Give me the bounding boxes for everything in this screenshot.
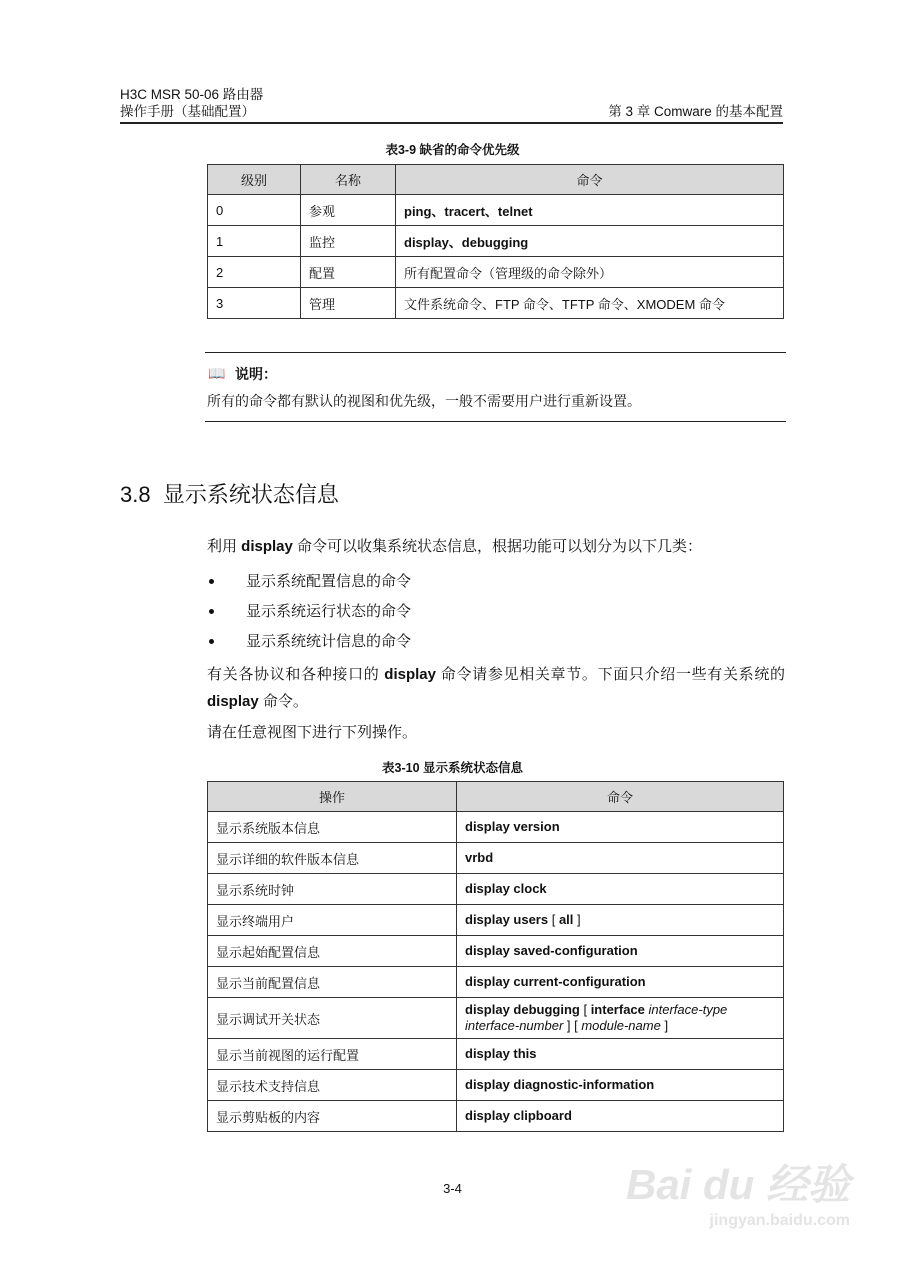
command-cell — [457, 905, 784, 936]
text-run: display users — [465, 912, 549, 927]
bullet-icon — [209, 609, 214, 614]
command-cell — [457, 1101, 784, 1132]
col-header: 名称 — [301, 165, 396, 195]
command-cell — [457, 1070, 784, 1101]
operation-cell: 显示当前配置信息 — [208, 967, 457, 998]
text-run: display — [241, 538, 293, 555]
note-title: 说明： — [235, 366, 277, 382]
priority-table — [207, 164, 784, 319]
text-run: 命令请参见相关章节。下面只介绍一些有关系统的 — [435, 666, 786, 683]
level-cell: 3 — [208, 288, 301, 319]
text-run: ] — [660, 1018, 669, 1033]
name-cell: 监控 — [301, 226, 396, 257]
text-run: interface-type interface-number — [465, 1002, 728, 1033]
col-header: 操作 — [208, 782, 457, 812]
level-cell: 2 — [208, 257, 301, 288]
table-row — [208, 967, 784, 998]
command-cell — [457, 936, 784, 967]
table-row — [208, 195, 784, 226]
table-row — [208, 226, 784, 257]
bullet-item: 显示系统运行状态的命令 — [246, 603, 412, 620]
text-run: display clipboard — [465, 1108, 572, 1123]
command-cell — [457, 967, 784, 998]
header-rule — [120, 122, 783, 124]
text-run: display saved-configuration — [465, 943, 638, 958]
watermark — [626, 1152, 850, 1230]
name-cell: 配置 — [301, 257, 396, 288]
text-run: interface — [590, 1002, 645, 1017]
text-run: display — [384, 666, 436, 683]
table-row — [208, 843, 784, 874]
operation-cell: 显示剪贴板的内容 — [208, 1101, 457, 1132]
text-run: 命令可以收集系统状态信息，根据功能可以划分为以下几类： — [292, 538, 703, 555]
header-chapter: 第 3 章 Comware 的基本配置 — [608, 104, 783, 119]
text-run: display、debugging — [404, 234, 529, 250]
note-box — [205, 352, 786, 422]
bullet-item: 显示系统配置信息的命令 — [246, 573, 412, 590]
table-row — [208, 936, 784, 967]
command-cell — [457, 874, 784, 905]
command-cell — [396, 195, 784, 226]
command-cell — [396, 288, 784, 319]
display-commands-table — [207, 781, 784, 1132]
text-run: 命令。 — [258, 693, 308, 710]
text-run: display clock — [465, 881, 547, 896]
operation-cell: 显示详细的软件版本信息 — [208, 843, 457, 874]
text-run: [ — [548, 912, 559, 927]
note-text: 所有的命令都有默认的视图和优先级，一般不需要用户进行重新设置。 — [207, 394, 641, 410]
section-title: 显示系统状态信息 — [162, 482, 339, 507]
paragraph-operation: 请在任意视图下进行下列操作。 — [207, 724, 418, 741]
text-run: 有关各协议和各种接口的 — [207, 666, 385, 683]
table-row — [208, 1039, 784, 1070]
command-cell — [457, 1039, 784, 1070]
operation-cell: 显示终端用户 — [208, 905, 457, 936]
table-row — [208, 905, 784, 936]
header-product: H3C MSR 50-06 路由器 — [120, 87, 264, 102]
table-row — [208, 288, 784, 319]
text-run: display — [207, 693, 259, 710]
table-row — [208, 1070, 784, 1101]
text-run: 所有配置命令（管理级的命令除外） — [404, 265, 613, 281]
text-run: ] [ — [563, 1018, 582, 1033]
name-cell: 管理 — [301, 288, 396, 319]
name-cell: 参观 — [301, 195, 396, 226]
text-run: display current-configuration — [465, 974, 646, 989]
table1-caption: 表3-9 缺省的命令优先级 — [385, 143, 520, 157]
operation-cell: 显示技术支持信息 — [208, 1070, 457, 1101]
paragraph-display-reference — [207, 661, 785, 715]
level-cell: 0 — [208, 195, 301, 226]
text-run: 文件系统命令、FTP 命令、TFTP 命令、XMODEM 命令 — [404, 296, 725, 312]
command-cell — [457, 843, 784, 874]
text-run: all — [558, 912, 574, 927]
text-run: display this — [465, 1046, 537, 1061]
intro-paragraph — [207, 535, 702, 556]
col-header: 命令 — [457, 782, 784, 812]
command-cell — [396, 257, 784, 288]
text-run: vrbd — [465, 850, 494, 865]
text-run: ping、tracert、telnet — [404, 203, 533, 219]
operation-cell: 显示调试开关状态 — [208, 998, 457, 1039]
operation-cell: 显示系统版本信息 — [208, 812, 457, 843]
operation-cell: 显示当前视图的运行配置 — [208, 1039, 457, 1070]
level-cell: 1 — [208, 226, 301, 257]
watermark-url: jingyan.baidu.com — [709, 1212, 850, 1229]
book-icon: 📖 — [208, 365, 226, 381]
table-row — [208, 257, 784, 288]
text-run: display debugging — [465, 1002, 580, 1017]
page-number: 3-4 — [443, 1181, 462, 1196]
text-run: 利用 — [207, 538, 242, 555]
section-heading — [120, 478, 339, 509]
text-run: ] — [573, 912, 581, 927]
header-manual: 操作手册（基础配置） — [120, 104, 255, 119]
text-run: module-name — [581, 1018, 661, 1033]
watermark-logo: Bai du 经验 — [625, 1161, 850, 1208]
table2-caption: 表3-10 显示系统状态信息 — [382, 761, 523, 775]
table-row — [208, 812, 784, 843]
text-run: [ — [579, 1002, 591, 1017]
command-cell — [457, 998, 784, 1039]
table-row — [208, 874, 784, 905]
col-header: 级别 — [208, 165, 301, 195]
bullet-icon — [209, 579, 214, 584]
operation-cell: 显示系统时钟 — [208, 874, 457, 905]
command-cell — [457, 812, 784, 843]
text-run: display version — [465, 819, 560, 834]
text-run: display diagnostic-information — [465, 1077, 655, 1092]
operation-cell: 显示起始配置信息 — [208, 936, 457, 967]
bullet-icon — [209, 639, 214, 644]
bullet-item: 显示系统统计信息的命令 — [246, 633, 412, 650]
command-cell — [396, 226, 784, 257]
section-number: 3.8 — [120, 482, 151, 507]
table-row — [208, 1101, 784, 1132]
table-row — [208, 998, 784, 1039]
col-header: 命令 — [396, 165, 784, 195]
